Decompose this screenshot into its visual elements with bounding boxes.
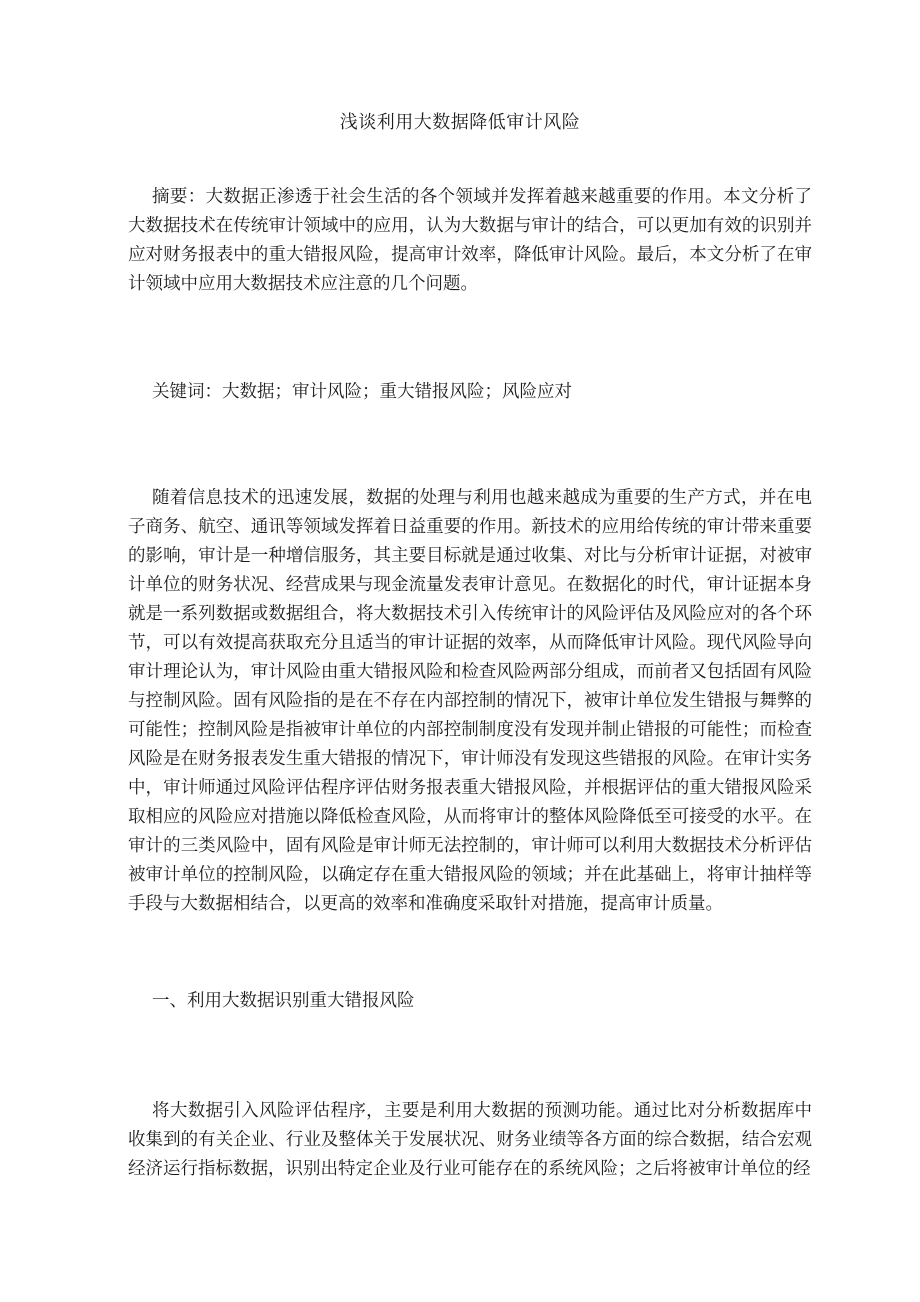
- document-title: 浅谈利用大数据降低审计风险: [339, 112, 581, 132]
- keywords-line: 关键词：大数据；审计风险；重大错报风险；风险应对: [152, 381, 572, 401]
- intro-paragraph: 随着信息技术的迅速发展，数据的处理与利用也越来越成为重要的生产方式，并在电子商务、航空、通讯等领域发挥着日益重要的作用。新技术的应用给传统的审计带来重要的影响，审计是一种增信服务，其主要目标就是通过收集、对比与分析审计证据，对被审计单位的财务状况、经营成果与现金流量发表审计意见。在数据化的时代，审计证据本身就是一系列数据或数据组合，将大数据技术引入传统审计的风险评估及风险应对的各个环节，可以有效提高获取充分且适当的审计证据的效率，从而降低审计风险。现代风险导向审计理论认为，审计风险由重大错报风险和检查风险两部分组成，而前者又包括固有风险与控制风险。固有风险指的是在不存在内部控制的情况下，被审计单位发生错报与舞弊的可能性；控制风险是指被审计单位的内部控制制度没有发现并制止错报的可能性；而检查风险是在财务报表发生重大错报的情况下，审计师没有发现这些错报的风险。在审计实务中，审计师通过风险评估程序评估财务报表重大错报风险，并根据评估的重大错报风险采取相应的风险应对措施以降低检查风险，从而将审计的整体风险降低至可接受的水平。在审计的三类风险中，固有风险是审计师无法控制的，审计师可以利用大数据技术分析评估被审计单位的控制风险，以确定存在重大错报风险的领域；并在此基础上，将审计抽样等手段与大数据相结合，以更高的效率和准确度采取针对措施，提高审计质量。: [128, 487, 812, 913]
- section-1-heading: 一、利用大数据识别重大错报风险: [152, 990, 415, 1010]
- section-1-paragraph: 将大数据引入风险评估程序，主要是利用大数据的预测功能。通过比对分析数据库中收集到的有关企业、行业及整体关于发展状况、财务业绩等各方面的综合数据，结合宏观经济运行指标数据，识别出特定企业及行业可能存在的系统风险；之后将被审计单位的经: [128, 1100, 812, 1178]
- abstract-paragraph: 摘要：大数据正渗透于社会生活的各个领域并发挥着越来越重要的作用。本文分析了大数据技术在传统审计领域中的应用，认为大数据与审计的结合，可以更加有效的识别并应对财务报表中的重大错报风险，提高审计效率，降低审计风险。最后，本文分析了在审计领域中应用大数据技术应注意的几个问题。: [128, 186, 812, 293]
